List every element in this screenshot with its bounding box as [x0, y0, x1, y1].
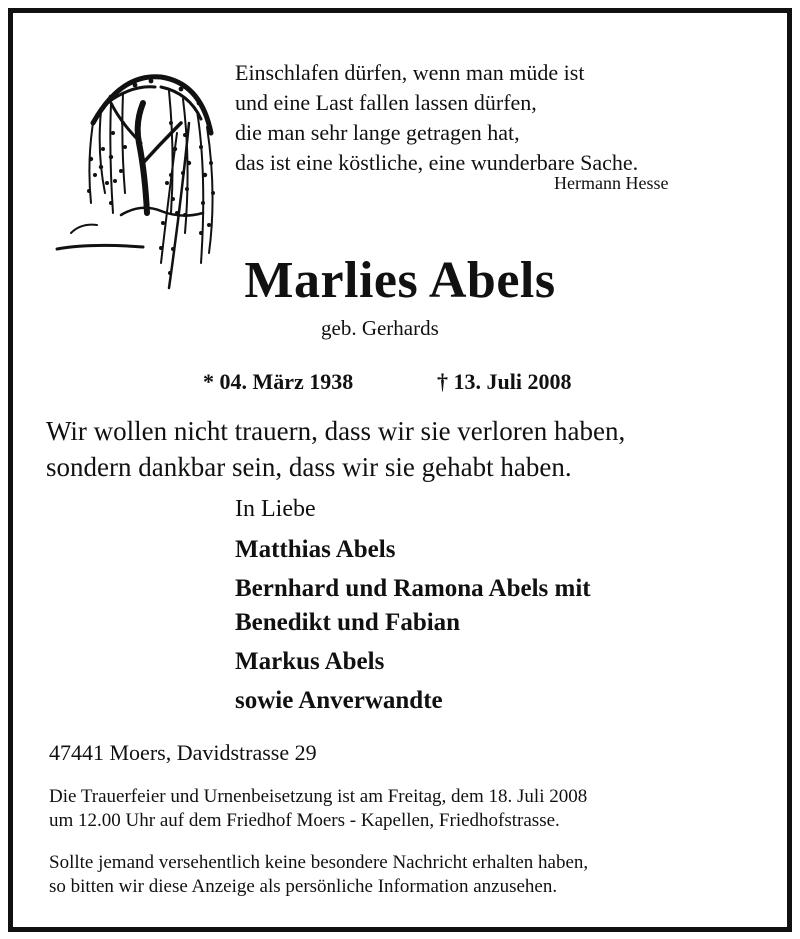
mourners-intro: In Liebe: [235, 496, 316, 522]
ceremony-info: [49, 785, 587, 833]
death-date: † 13. Juli 2008: [437, 369, 572, 394]
mourner-name: Benedikt und Fabian: [235, 609, 461, 636]
closing-line: Sollte jemand versehentlich keine besondere Nachricht erhalten haben,: [49, 852, 589, 873]
ceremony-line: um 12.00 Uhr auf dem Friedhof Moers - Kapellen, Friedhofstrasse.: [49, 810, 560, 831]
family-address: 47441 Moers, Davidstrasse 29: [49, 740, 317, 765]
poem-line: Einschlafen dürfen, wenn man müde ist: [235, 60, 585, 85]
poem-line: die man sehr lange getragen hat,: [235, 120, 520, 145]
poem-line: das ist eine köstliche, eine wunderbare Sache.: [235, 150, 639, 175]
mourner-name: Bernhard und Ramona Abels mit: [235, 575, 591, 602]
mourner-entry: [235, 645, 591, 679]
closing-line: so bitten wir diese Anzeige als persönliche Information anzusehen.: [49, 876, 558, 897]
mourner-entry: [235, 533, 591, 567]
mourner-entry: [235, 684, 591, 718]
poem-line: und eine Last fallen lassen dürfen,: [235, 90, 537, 115]
poem-author: Hermann Hesse: [554, 173, 669, 193]
obituary-notice: [8, 8, 792, 932]
verse-line: sondern dankbar sein, dass wir sie gehabt haben.: [46, 452, 572, 482]
mourner-name: Matthias Abels: [235, 536, 396, 563]
mourner-name: Markus Abels: [235, 648, 385, 675]
birth-date: * 04. März 1938: [203, 369, 354, 394]
verse-line: Wir wollen nicht trauern, dass wir sie verloren haben,: [46, 416, 626, 446]
ceremony-line: Die Trauerfeier und Urnenbeisetzung ist am Freitag, dem 18. Juli 2008: [49, 786, 588, 807]
deceased-name: Marlies Abels: [244, 252, 556, 309]
mourners-list: [235, 533, 591, 723]
poem: [235, 58, 638, 178]
closing-note: [49, 851, 588, 899]
memorial-verse: [46, 413, 625, 485]
maiden-name: geb. Gerhards: [321, 316, 439, 340]
mourner-entry: [235, 572, 591, 640]
mourner-name: sowie Anverwandte: [235, 687, 443, 714]
